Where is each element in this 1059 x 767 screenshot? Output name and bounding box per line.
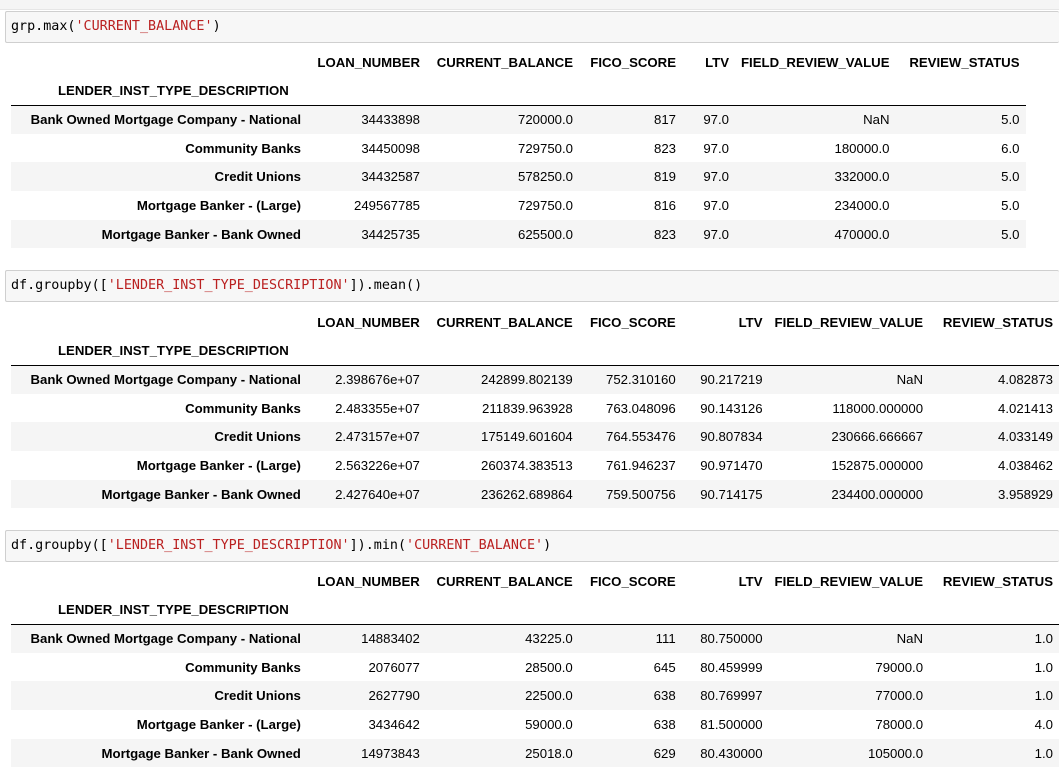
- table-cell: 34432587: [361, 169, 420, 185]
- table-row: [11, 710, 1059, 739]
- table-cell: 625500.0: [517, 226, 573, 242]
- table-cell: 5.0: [1001, 169, 1020, 185]
- table-cell: 34433898: [361, 112, 420, 128]
- output-table-3: [11, 567, 1059, 767]
- table-row: [11, 394, 1059, 423]
- column-header: LTV: [705, 55, 729, 70]
- row-index-label: Community Banks: [185, 400, 301, 416]
- index-row-blank: [307, 337, 426, 365]
- column-header: LTV: [738, 315, 763, 330]
- table-cell: 249567785: [353, 197, 420, 213]
- code-token: ]).mean(): [349, 278, 423, 293]
- table-cell: 111: [655, 631, 676, 647]
- table-cell: 1.0: [1034, 688, 1053, 704]
- table-cell: 230666.666667: [831, 429, 924, 445]
- table-cell: NaN: [896, 631, 924, 647]
- table-cell: 470000.0: [834, 226, 890, 242]
- table-cell: 2076077: [368, 659, 420, 675]
- table-cell: 90.143126: [700, 400, 763, 416]
- table-cell: 3.958929: [997, 486, 1053, 502]
- table-cell: 2.563226e+07: [335, 457, 420, 473]
- table-cell: 78000.0: [875, 716, 924, 732]
- index-row-blank: [682, 596, 769, 624]
- index-row-blank: [426, 337, 579, 365]
- column-header: FIELD_REVIEW_VALUE: [741, 55, 890, 70]
- index-name: LENDER_INST_TYPE_DESCRIPTION: [11, 596, 307, 624]
- table-cell: 80.430000: [700, 745, 763, 761]
- table-cell: 105000.0: [868, 745, 924, 761]
- table-cell: 816: [653, 197, 676, 213]
- column-header: CURRENT_BALANCE: [436, 315, 573, 330]
- table-cell: 6.0: [1001, 140, 1020, 156]
- table-cell: 4.033149: [997, 429, 1053, 445]
- table-row: [11, 105, 1026, 134]
- code-token: df.groupby([: [11, 538, 108, 553]
- header-corner: [11, 567, 307, 596]
- row-index-label: Mortgage Banker - Bank Owned: [101, 486, 301, 502]
- column-header-row: [11, 567, 1059, 596]
- table-row: [11, 480, 1059, 509]
- column-header: REVIEW_STATUS: [942, 574, 1053, 589]
- table-cell: 763.048096: [605, 400, 676, 416]
- column-header: REVIEW_STATUS: [942, 315, 1053, 330]
- table-cell: 90.714175: [700, 486, 763, 502]
- dataframe: [11, 48, 1026, 248]
- table-cell: 720000.0: [517, 112, 573, 128]
- table-cell: 25018.0: [525, 745, 573, 761]
- table-cell: 817: [653, 112, 676, 128]
- table-row: [11, 653, 1059, 682]
- table-cell: 2.473157e+07: [335, 429, 420, 445]
- code-cell-2[interactable]: [5, 270, 1059, 302]
- table-cell: 819: [653, 169, 676, 185]
- column-header: FIELD_REVIEW_VALUE: [774, 574, 924, 589]
- table-cell: 77000.0: [875, 688, 924, 704]
- code-cell-1[interactable]: [5, 11, 1059, 43]
- table-cell: 729750.0: [517, 140, 573, 156]
- table-cell: 28500.0: [525, 659, 573, 675]
- table-cell: 90.807834: [700, 429, 763, 445]
- index-name-row: [11, 77, 1026, 105]
- column-header: FICO_SCORE: [589, 574, 676, 589]
- table-cell: 90.217219: [700, 372, 763, 388]
- column-header: LOAN_NUMBER: [317, 315, 420, 330]
- index-row-blank: [426, 77, 579, 105]
- table-row: [11, 624, 1059, 653]
- table-cell: 4.038462: [997, 457, 1053, 473]
- table-cell: 97.0: [703, 140, 729, 156]
- column-header: CURRENT_BALANCE: [436, 55, 573, 70]
- table-cell: 34450098: [361, 140, 420, 156]
- table-cell: NaN: [863, 112, 890, 128]
- table-cell: 97.0: [703, 197, 729, 213]
- header-corner: [11, 308, 307, 337]
- index-name: LENDER_INST_TYPE_DESCRIPTION: [11, 77, 307, 105]
- previous-output-edge: [0, 0, 1059, 10]
- table-cell: 234400.000000: [831, 486, 924, 502]
- index-row-blank: [769, 596, 930, 624]
- table-row: [11, 134, 1026, 163]
- table-cell: NaN: [896, 372, 924, 388]
- table-cell: 823: [653, 226, 676, 242]
- header-corner: [11, 48, 307, 77]
- code-string-token: 'LENDER_INST_TYPE_DESCRIPTION': [107, 538, 350, 553]
- table-cell: 823: [653, 140, 676, 156]
- table-cell: 638: [653, 688, 676, 704]
- row-index-label: Credit Unions: [214, 429, 301, 445]
- code-cell-3[interactable]: [5, 530, 1059, 562]
- table-cell: 1.0: [1034, 631, 1053, 647]
- table-cell: 97.0: [703, 226, 729, 242]
- column-header: FICO_SCORE: [589, 315, 676, 330]
- table-cell: 22500.0: [525, 688, 573, 704]
- table-cell: 629: [653, 745, 676, 761]
- table-cell: 81.500000: [700, 716, 763, 732]
- table-cell: 4.082873: [997, 372, 1053, 388]
- table-row: [11, 191, 1026, 220]
- table-cell: 34425735: [361, 226, 420, 242]
- table-cell: 80.750000: [700, 631, 763, 647]
- index-row-blank: [307, 77, 426, 105]
- table-cell: 752.310160: [605, 372, 676, 388]
- table-cell: 5.0: [1001, 197, 1020, 213]
- code-token: df.groupby([: [11, 278, 108, 293]
- dataframe: [11, 567, 1059, 767]
- output-table-2: [11, 308, 1059, 508]
- index-row-blank: [307, 596, 426, 624]
- row-index-label: Community Banks: [185, 140, 301, 156]
- index-row-blank: [682, 77, 735, 105]
- table-row: [11, 739, 1059, 767]
- table-cell: 234000.0: [834, 197, 890, 213]
- table-cell: 97.0: [703, 112, 729, 128]
- code-token: grp.max(: [11, 19, 76, 34]
- index-row-blank: [579, 337, 682, 365]
- dataframe: [11, 308, 1059, 508]
- table-row: [11, 451, 1059, 480]
- table-row: [11, 365, 1059, 394]
- table-cell: 175149.601604: [481, 429, 573, 445]
- index-row-blank: [929, 337, 1059, 365]
- index-row-blank: [579, 596, 682, 624]
- table-cell: 761.946237: [605, 457, 676, 473]
- table-row: [11, 422, 1059, 451]
- table-cell: 645: [653, 659, 676, 675]
- table-cell: 5.0: [1001, 226, 1020, 242]
- row-index-label: Credit Unions: [214, 169, 301, 185]
- table-cell: 2.483355e+07: [335, 400, 420, 416]
- table-cell: 638: [653, 716, 676, 732]
- index-row-blank: [682, 337, 769, 365]
- index-name-row: [11, 596, 1059, 624]
- table-cell: 759.500756: [605, 486, 676, 502]
- table-cell: 79000.0: [875, 659, 924, 675]
- column-header-row: [11, 308, 1059, 337]
- table-cell: 2627790: [368, 688, 420, 704]
- column-header: FIELD_REVIEW_VALUE: [774, 315, 924, 330]
- table-row: [11, 220, 1026, 249]
- column-header: LTV: [738, 574, 763, 589]
- table-cell: 43225.0: [525, 631, 573, 647]
- table-cell: 3434642: [368, 716, 420, 732]
- row-index-label: Mortgage Banker - (Large): [136, 457, 301, 473]
- table-cell: 332000.0: [834, 169, 890, 185]
- row-index-label: Mortgage Banker - (Large): [136, 197, 301, 213]
- table-cell: 1.0: [1034, 745, 1053, 761]
- code-token: ): [543, 538, 552, 553]
- table-cell: 14973843: [361, 745, 420, 761]
- index-row-blank: [896, 77, 1026, 105]
- column-header: CURRENT_BALANCE: [436, 574, 573, 589]
- row-index-label: Mortgage Banker - (Large): [136, 716, 301, 732]
- column-header: LOAN_NUMBER: [317, 55, 420, 70]
- row-index-label: Bank Owned Mortgage Company - National: [30, 112, 301, 128]
- table-cell: 211839.963928: [482, 400, 573, 416]
- column-header: REVIEW_STATUS: [909, 55, 1020, 70]
- column-header: LOAN_NUMBER: [317, 574, 420, 589]
- table-row: [11, 681, 1059, 710]
- table-cell: 4.0: [1034, 716, 1053, 732]
- code-token: ]).min(: [349, 538, 407, 553]
- table-cell: 764.553476: [605, 429, 676, 445]
- index-row-blank: [769, 337, 930, 365]
- code-string-token: 'CURRENT_BALANCE': [406, 538, 544, 553]
- column-header: FICO_SCORE: [590, 55, 676, 70]
- table-cell: 80.769997: [700, 688, 763, 704]
- table-row: [11, 162, 1026, 191]
- row-index-label: Mortgage Banker - Bank Owned: [101, 226, 301, 242]
- index-row-blank: [579, 77, 682, 105]
- row-index-label: Mortgage Banker - Bank Owned: [101, 745, 301, 761]
- output-table-1: [11, 48, 1026, 248]
- table-cell: 90.971470: [700, 457, 763, 473]
- row-index-label: Credit Unions: [214, 688, 301, 704]
- table-cell: 97.0: [703, 169, 729, 185]
- table-cell: 118000.000000: [832, 400, 924, 416]
- table-cell: 59000.0: [525, 716, 573, 732]
- table-cell: 236262.689864: [481, 486, 573, 502]
- table-cell: 260374.383513: [481, 457, 573, 473]
- row-index-label: Community Banks: [185, 659, 301, 675]
- column-header-row: [11, 48, 1026, 77]
- table-cell: 2.398676e+07: [335, 372, 420, 388]
- row-index-label: Bank Owned Mortgage Company - National: [30, 372, 301, 388]
- table-cell: 578250.0: [517, 169, 573, 185]
- code-token: ): [212, 19, 221, 34]
- table-cell: 152875.000000: [831, 457, 924, 473]
- table-cell: 2.427640e+07: [335, 486, 420, 502]
- table-cell: 14883402: [361, 631, 420, 647]
- table-cell: 242899.802139: [481, 372, 573, 388]
- row-index-label: Bank Owned Mortgage Company - National: [30, 631, 301, 647]
- table-cell: 80.459999: [700, 659, 763, 675]
- index-row-blank: [929, 596, 1059, 624]
- table-cell: 4.021413: [997, 400, 1053, 416]
- index-row-blank: [426, 596, 579, 624]
- table-cell: 5.0: [1001, 112, 1020, 128]
- index-name-row: [11, 337, 1059, 365]
- index-row-blank: [735, 77, 896, 105]
- index-name: LENDER_INST_TYPE_DESCRIPTION: [11, 337, 307, 365]
- code-string-token: 'LENDER_INST_TYPE_DESCRIPTION': [107, 278, 350, 293]
- table-cell: 1.0: [1034, 659, 1053, 675]
- table-cell: 180000.0: [834, 140, 890, 156]
- code-string-token: 'CURRENT_BALANCE': [75, 19, 213, 34]
- table-cell: 729750.0: [517, 197, 573, 213]
